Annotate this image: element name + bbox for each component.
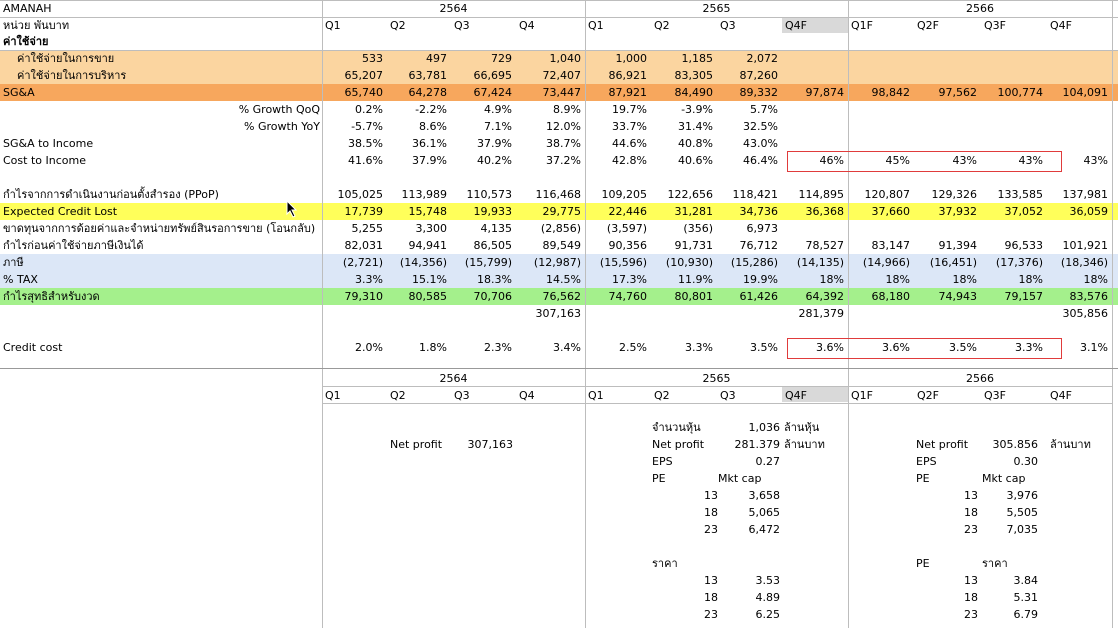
- table-cell: 76,712: [739, 239, 778, 252]
- pe-multiple: 23: [704, 523, 718, 536]
- section-label-expenses: ค่าใช้จ่าย: [3, 35, 49, 48]
- row-label: SG&A: [3, 86, 35, 99]
- table-cell: 19,933: [473, 205, 512, 218]
- table-cell: 8.6%: [419, 120, 447, 133]
- eps-label-2565: EPS: [652, 455, 673, 468]
- table-cell: 94,941: [408, 239, 447, 252]
- mktcap-label-2565: Mkt cap: [718, 472, 762, 485]
- table-cell: 83,576: [1069, 290, 1108, 303]
- table-cell: -5.7%: [351, 120, 383, 133]
- table-cell: 29,775: [542, 205, 581, 218]
- table-cell: 37.9%: [412, 154, 447, 167]
- pe-multiple: 13: [704, 489, 718, 502]
- bottom-quarter-header: Q1: [588, 389, 604, 402]
- table-cell: 91,731: [674, 239, 713, 252]
- mktcap-label-2566: Mkt cap: [982, 472, 1026, 485]
- net-profit-label-2564: Net profit: [390, 438, 443, 451]
- table-cell: 1,185: [681, 52, 713, 65]
- table-cell: 83,147: [871, 239, 910, 252]
- table-cell: 2,072: [746, 52, 778, 65]
- table-cell: 3.5%: [750, 341, 778, 354]
- table-cell: 87,260: [739, 69, 778, 82]
- column-divider: [1112, 0, 1113, 368]
- table-cell: 83,305: [674, 69, 713, 82]
- table-cell: 100,774: [997, 86, 1043, 99]
- bottom-quarter-header: Q4: [519, 389, 535, 402]
- price-label-2566: ราคา: [982, 557, 1008, 570]
- quarter-header: Q3F: [984, 19, 1006, 32]
- table-cell: 64,392: [805, 290, 844, 303]
- table-cell: 65,207: [344, 69, 383, 82]
- table-cell: 17,739: [344, 205, 383, 218]
- net-profit-value-2566: 305.856: [992, 438, 1038, 451]
- table-cell: 38.5%: [348, 137, 383, 150]
- table-cell: (14,135): [796, 256, 844, 269]
- table-cell: 86,921: [608, 69, 647, 82]
- pe-multiple: 23: [964, 608, 978, 621]
- table-cell: 15.1%: [412, 273, 447, 286]
- quarter-header: Q1: [325, 19, 341, 32]
- column-divider: [1112, 368, 1113, 628]
- table-cell: 87,921: [608, 86, 647, 99]
- table-cell: (15,596): [599, 256, 647, 269]
- mktcap-value: 6,472: [748, 523, 780, 536]
- table-cell: 3.1%: [1080, 341, 1108, 354]
- table-cell: 3.3%: [685, 341, 713, 354]
- quarter-header: Q1F: [851, 19, 873, 32]
- quarter-header: Q4F: [1050, 19, 1072, 32]
- row-label: ค่าใช้จ่ายในการขาย: [17, 52, 115, 65]
- bottom-quarter-header: Q1: [325, 389, 341, 402]
- table-cell: 37.2%: [546, 154, 581, 167]
- bottom-quarter-header: Q4F: [1050, 389, 1072, 402]
- table-cell: (16,451): [929, 256, 977, 269]
- bottom-year-header-2566: 2566: [966, 372, 994, 385]
- price-value: 3.84: [1013, 574, 1038, 587]
- quarter-header: Q4: [519, 19, 535, 32]
- table-cell: 46%: [819, 154, 844, 167]
- company-name: AMANAH: [3, 2, 52, 15]
- table-cell: 129,326: [931, 188, 977, 201]
- bottom-quarter-header: Q2F: [917, 389, 939, 402]
- table-cell: 70,706: [473, 290, 512, 303]
- row-label: Cost to Income: [3, 154, 86, 167]
- table-cell: 729: [491, 52, 512, 65]
- table-cell: 15,748: [408, 205, 447, 218]
- table-cell: 72,407: [542, 69, 581, 82]
- mktcap-value: 5,505: [1006, 506, 1038, 519]
- net-profit-label-2565: Net profit: [652, 438, 705, 451]
- table-cell: (14,356): [399, 256, 447, 269]
- table-cell: 76,562: [542, 290, 581, 303]
- table-cell: (2,721): [342, 256, 383, 269]
- table-cell: 68,180: [871, 290, 910, 303]
- table-cell: 533: [362, 52, 383, 65]
- column-divider: [848, 0, 849, 368]
- table-cell: 32.5%: [743, 120, 778, 133]
- table-cell: 40.6%: [678, 154, 713, 167]
- row-label: กำไรจากการดำเนินงานก่อนตั้งสำรอง (PPoP): [3, 188, 219, 201]
- table-cell: 0.2%: [355, 103, 383, 116]
- bottom-quarter-header: Q3: [720, 389, 736, 402]
- table-cell: 67,424: [473, 86, 512, 99]
- quarter-header: Q4F: [785, 19, 807, 32]
- table-cell: 120,807: [864, 188, 910, 201]
- row-label: SG&A to Income: [3, 137, 94, 150]
- pe-label-2565: PE: [652, 472, 666, 485]
- table-cell: 40.2%: [477, 154, 512, 167]
- table-cell: 2.0%: [355, 341, 383, 354]
- table-cell: 31.4%: [678, 120, 713, 133]
- table-cell: 104,091: [1062, 86, 1108, 99]
- bottom-quarter-header: Q2: [390, 389, 406, 402]
- table-cell: 113,989: [401, 188, 447, 201]
- row-label: % Growth YoY: [244, 120, 320, 133]
- column-divider: [322, 368, 323, 628]
- table-cell: 66,695: [473, 69, 512, 82]
- pe-label-2566: PE: [916, 472, 930, 485]
- table-cell: 89,332: [739, 86, 778, 99]
- table-cell: 116,468: [535, 188, 581, 201]
- table-cell: 3,300: [415, 222, 447, 235]
- table-cell: 11.9%: [678, 273, 713, 286]
- table-cell: 18.3%: [477, 273, 512, 286]
- table-cell: (15,799): [464, 256, 512, 269]
- table-cell: 18%: [819, 273, 844, 286]
- table-cell: 78,527: [805, 239, 844, 252]
- table-cell: (3,597): [606, 222, 647, 235]
- highlight-cost-to-income: [787, 151, 1062, 172]
- table-cell: 33.7%: [612, 120, 647, 133]
- table-cell: 74,760: [608, 290, 647, 303]
- table-cell: 40.8%: [678, 137, 713, 150]
- table-cell: 5,255: [351, 222, 383, 235]
- table-cell: 307,163: [535, 307, 581, 320]
- table-cell: 3.3%: [355, 273, 383, 286]
- quarter-header: Q2F: [917, 19, 939, 32]
- table-cell: 122,656: [667, 188, 713, 201]
- table-cell: 4.9%: [484, 103, 512, 116]
- table-cell: 41.6%: [348, 154, 383, 167]
- table-cell: 4,135: [480, 222, 512, 235]
- table-cell: 281,379: [798, 307, 844, 320]
- table-cell: (17,376): [995, 256, 1043, 269]
- table-cell: 2.5%: [619, 341, 647, 354]
- pe-multiple: 13: [964, 489, 978, 502]
- table-cell: 7.1%: [484, 120, 512, 133]
- table-cell: 6,973: [746, 222, 778, 235]
- quarter-header: Q2: [654, 19, 670, 32]
- shares-unit: ล้านหุ้น: [784, 421, 820, 434]
- table-cell: 61,426: [739, 290, 778, 303]
- table-cell: 80,585: [408, 290, 447, 303]
- pe-multiple: 23: [704, 608, 718, 621]
- table-cell: 37,052: [1004, 205, 1043, 218]
- table-cell: 8.9%: [553, 103, 581, 116]
- table-cell: 1,000: [615, 52, 647, 65]
- table-cell: 37,660: [871, 205, 910, 218]
- table-cell: 64,278: [408, 86, 447, 99]
- table-cell: 65,740: [344, 86, 383, 99]
- quarter-header: Q3: [720, 19, 736, 32]
- table-cell: 43%: [1083, 154, 1108, 167]
- pe-multiple: 18: [964, 506, 978, 519]
- table-cell: 34,736: [739, 205, 778, 218]
- table-cell: 19.9%: [743, 273, 778, 286]
- bottom-quarter-header: Q4F: [785, 389, 807, 402]
- table-cell: (14,966): [862, 256, 910, 269]
- year-header-2564: 2564: [439, 2, 468, 15]
- table-cell: 82,031: [344, 239, 383, 252]
- table-cell: 42.8%: [612, 154, 647, 167]
- table-cell: 36,059: [1069, 205, 1108, 218]
- bottom-quarter-header: Q2: [654, 389, 670, 402]
- bottom-year-header-2564: 2564: [439, 372, 468, 385]
- table-cell: -2.2%: [415, 103, 447, 116]
- mktcap-value: 3,976: [1006, 489, 1038, 502]
- table-cell: 18%: [885, 273, 910, 286]
- mktcap-value: 5,065: [748, 506, 780, 519]
- table-cell: 37,932: [938, 205, 977, 218]
- eps-value-2565: 0.27: [755, 455, 780, 468]
- table-cell: 79,310: [344, 290, 383, 303]
- price-value: 6.79: [1013, 608, 1038, 621]
- bottom-quarter-header: Q3: [454, 389, 470, 402]
- table-cell: 105,025: [337, 188, 383, 201]
- table-cell: 84,490: [674, 86, 713, 99]
- table-cell: 2.3%: [484, 341, 512, 354]
- pe-label-2566-price: PE: [916, 557, 930, 570]
- table-cell: 96,533: [1004, 239, 1043, 252]
- price-value: 4.89: [755, 591, 780, 604]
- table-cell: 98,842: [871, 86, 910, 99]
- table-cell: 3.4%: [553, 341, 581, 354]
- price-label-2565: ราคา: [652, 557, 678, 570]
- row-label: % TAX: [3, 273, 38, 286]
- bottom-year-header-2565: 2565: [702, 372, 731, 385]
- year-header-2566: 2566: [966, 2, 994, 15]
- bottom-quarter-header: Q3F: [984, 389, 1006, 402]
- table-cell: 90,356: [608, 239, 647, 252]
- table-cell: 19.7%: [612, 103, 647, 116]
- net-profit-unit-2566: ล้านบาท: [1050, 438, 1091, 451]
- shares-label: จำนวนหุ้น: [652, 421, 701, 434]
- table-cell: 497: [426, 52, 447, 65]
- shares-value: 1,036: [748, 421, 780, 434]
- row-label: กำไรสุทธิสำหรับงวด: [3, 290, 100, 303]
- table-cell: (356): [683, 222, 713, 235]
- table-cell: 3.3%: [1015, 341, 1043, 354]
- mktcap-value: 7,035: [1006, 523, 1038, 536]
- table-cell: 305,856: [1062, 307, 1108, 320]
- quarter-header: Q2: [390, 19, 406, 32]
- pe-multiple: 23: [964, 523, 978, 536]
- table-cell: -3.9%: [681, 103, 713, 116]
- row-label: กำไรก่อนค่าใช้จ่ายภาษีเงินได้: [3, 239, 144, 252]
- pe-multiple: 18: [964, 591, 978, 604]
- table-cell: 137,981: [1062, 188, 1108, 201]
- pe-multiple: 13: [964, 574, 978, 587]
- table-cell: 46.4%: [743, 154, 778, 167]
- table-cell: 73,447: [542, 86, 581, 99]
- pe-multiple: 18: [704, 506, 718, 519]
- table-cell: 18%: [1018, 273, 1043, 286]
- table-cell: 63,781: [408, 69, 447, 82]
- row-label: Credit cost: [3, 341, 63, 354]
- table-cell: 86,505: [473, 239, 512, 252]
- table-cell: 36,368: [805, 205, 844, 218]
- table-cell: 97,874: [805, 86, 844, 99]
- highlight-credit-cost: [787, 338, 1062, 359]
- table-cell: 74,943: [938, 290, 977, 303]
- quarter-header: Q1: [588, 19, 604, 32]
- table-cell: 43%: [1018, 154, 1043, 167]
- table-cell: 91,394: [938, 239, 977, 252]
- table-cell: 1.8%: [419, 341, 447, 354]
- table-cell: (15,286): [730, 256, 778, 269]
- table-cell: (2,856): [540, 222, 581, 235]
- table-cell: 79,157: [1004, 290, 1043, 303]
- net-profit-value-2564: 307,163: [467, 438, 513, 451]
- price-value: 6.25: [755, 608, 780, 621]
- row-label: ขาดทุนจากการด้อยค่าและจำหน่ายทรัพย์สินรอการขาย (โอนกลับ): [3, 222, 316, 235]
- table-cell: 31,281: [674, 205, 713, 218]
- price-value: 5.31: [1013, 591, 1038, 604]
- net-profit-value-2565: 281.379: [734, 438, 780, 451]
- section-divider: [0, 368, 1118, 369]
- mouse-cursor-icon: [286, 200, 298, 218]
- row-label: ภาษี: [3, 256, 24, 269]
- column-divider: [848, 368, 849, 628]
- table-cell: 114,895: [798, 188, 844, 201]
- table-cell: 101,921: [1062, 239, 1108, 252]
- eps-label-2566: EPS: [916, 455, 937, 468]
- table-cell: 38.7%: [546, 137, 581, 150]
- table-cell: 97,562: [938, 86, 977, 99]
- table-cell: 43.0%: [743, 137, 778, 150]
- bottom-quarter-header: Q1F: [851, 389, 873, 402]
- table-cell: 43%: [952, 154, 977, 167]
- price-value: 3.53: [755, 574, 780, 587]
- table-cell: (12,987): [533, 256, 581, 269]
- pe-multiple: 13: [704, 574, 718, 587]
- table-cell: (18,346): [1060, 256, 1108, 269]
- table-cell: 14.5%: [546, 273, 581, 286]
- table-cell: 89,549: [542, 239, 581, 252]
- table-cell: 18%: [952, 273, 977, 286]
- table-cell: 3.6%: [882, 341, 910, 354]
- table-cell: 18%: [1083, 273, 1108, 286]
- row-label: ค่าใช้จ่ายในการบริหาร: [17, 69, 127, 82]
- row-label: % Growth QoQ: [238, 103, 320, 116]
- mktcap-value: 3,658: [748, 489, 780, 502]
- table-cell: 22,446: [608, 205, 647, 218]
- table-cell: 45%: [885, 154, 910, 167]
- table-cell: 36.1%: [412, 137, 447, 150]
- table-cell: 12.0%: [546, 120, 581, 133]
- year-header-2565: 2565: [702, 2, 731, 15]
- eps-value-2566: 0.30: [1013, 455, 1038, 468]
- pe-multiple: 18: [704, 591, 718, 604]
- table-cell: 37.9%: [477, 137, 512, 150]
- table-cell: 3.5%: [949, 341, 977, 354]
- column-divider: [585, 368, 586, 628]
- table-cell: 80,801: [674, 290, 713, 303]
- table-cell: 109,205: [601, 188, 647, 201]
- net-profit-label-2566: Net profit: [916, 438, 969, 451]
- table-cell: 133,585: [997, 188, 1043, 201]
- table-cell: 110,573: [466, 188, 512, 201]
- table-cell: 5.7%: [750, 103, 778, 116]
- table-cell: 118,421: [732, 188, 778, 201]
- table-cell: 1,040: [549, 52, 581, 65]
- table-cell: 17.3%: [612, 273, 647, 286]
- table-cell: (10,930): [665, 256, 713, 269]
- table-cell: 44.6%: [612, 137, 647, 150]
- net-profit-unit-2565: ล้านบาท: [784, 438, 825, 451]
- unit-label: หน่วย พันบาท: [3, 19, 70, 32]
- row-label: Expected Credit Lost: [3, 205, 118, 218]
- quarter-header: Q3: [454, 19, 470, 32]
- table-cell: 3.6%: [816, 341, 844, 354]
